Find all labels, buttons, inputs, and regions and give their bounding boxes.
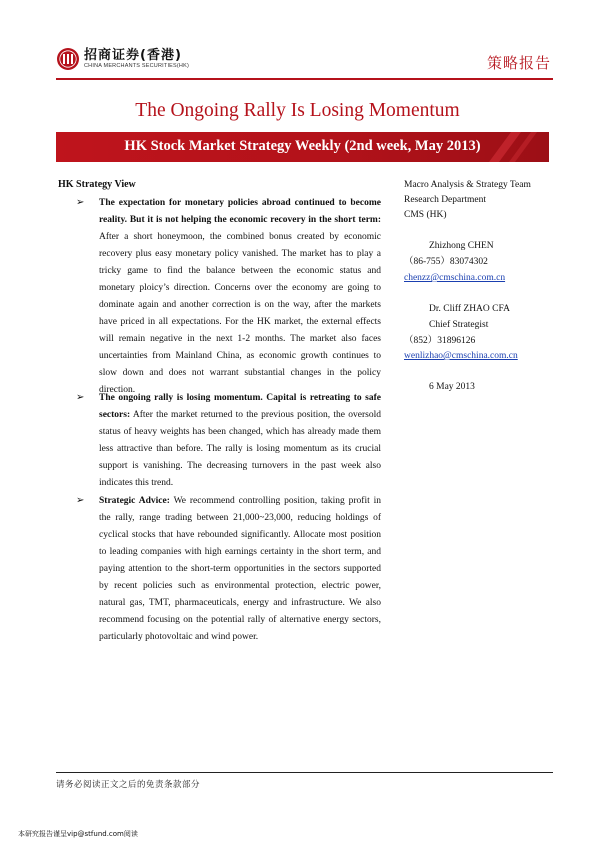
bullet-arrow-icon: ➢ bbox=[76, 197, 85, 208]
bullet-body: After a short honeymoon, the combined bonus created by economic recovery plus easy monetary policy vanished. The market has to play a tricky game to find the balance between the economic status and monetary ploicy’s direction. Concerns over the economy are going to dominate again and another correction is on the way, after the markets have priced in all expectations. For the HK market, the external effects will remain negative in the next 1-2 months. The market also faces uncertainties from Mainland China, as economic growth continues to slow down and does not warrant substantial changes in the policy direction. bbox=[99, 232, 381, 395]
report-title: The Ongoing Rally Is Losing Momentum bbox=[135, 100, 460, 121]
report-subtitle: HK Stock Market Strategy Weekly (2nd week, May 2013) bbox=[124, 138, 481, 154]
analyst-phone: （852）31896126 bbox=[404, 336, 476, 346]
cms-logo-icon bbox=[56, 47, 80, 71]
analyst-email-link[interactable]: wenlizhao@cmschina.com.cn bbox=[404, 351, 518, 361]
bullet-arrow-icon: ➢ bbox=[76, 495, 85, 506]
department-name: Research Department bbox=[404, 195, 487, 205]
logo-english-name: CHINA MERCHANTS SECURITIES(HK) bbox=[84, 62, 190, 69]
bullet-arrow-icon: ➢ bbox=[76, 392, 85, 403]
bullet-paragraph-1 bbox=[99, 195, 381, 399]
header-divider bbox=[56, 78, 553, 80]
footer-divider bbox=[56, 772, 553, 773]
bullet-body: We recommend controlling position, taking profit in the rally, range trading between 21,000~23,000, reducing holdings of cyclical stocks that have rebounded significantly. Allocate most position to leading companies with high earnings certainty in the short term, and paying attention to the short-term opportunities in the sectors supported by recent policies such as environmental protection, electric power, natural gas, TMT, pharmaceuticals, energy and infrastructure. We also recommend focusing on the potential rally of alternative energy sectors, particularly photovoltaic and wind power. bbox=[99, 496, 381, 642]
logo-chinese-name: 招商证券(香港) bbox=[84, 47, 182, 63]
bullet-lead: The ongoing rally is losing momentum. Capital is retreating to safe sectors: bbox=[99, 393, 381, 420]
analyst-role: Chief Strategist bbox=[429, 320, 489, 330]
team-name: Macro Analysis & Strategy Team bbox=[404, 180, 531, 190]
disclaimer-notice: 请务必阅读正文之后的免责条款部分 bbox=[56, 780, 201, 790]
analyst-phone: （86-755）83074302 bbox=[404, 257, 488, 267]
report-type-label: 策略报告 bbox=[486, 54, 551, 72]
analyst-name: Zhizhong CHEN bbox=[429, 241, 494, 251]
bullet-paragraph-3 bbox=[99, 493, 381, 646]
bullet-lead: The expectation for monetary policies abroad continued to become reality. But it is not helping the economic recovery in the short term: bbox=[99, 198, 381, 225]
report-date: 6 May 2013 bbox=[429, 382, 475, 392]
bullet-paragraph-2 bbox=[99, 390, 381, 492]
bullet-lead: Strategic Advice: bbox=[99, 496, 170, 506]
watermark-text: 本研究报告谨呈vip@stfund.com阅读 bbox=[18, 830, 138, 838]
analyst-name: Dr. Cliff ZHAO CFA bbox=[429, 304, 510, 314]
subtitle-banner bbox=[56, 132, 549, 162]
bullet-body: After the market returned to the previous position, the oversold status of heavy weights has been changed, which has already made them less attractive than before. The rally is losing momentum as its crucial support is vanishing. The decreasing turnovers in the past week also indicates this trend. bbox=[99, 410, 381, 488]
analyst-email-link[interactable]: chenzz@cmschina.com.cn bbox=[404, 273, 506, 283]
company-name: CMS (HK) bbox=[404, 210, 447, 220]
company-logo bbox=[56, 44, 189, 74]
section-heading: HK Strategy View bbox=[58, 179, 136, 190]
